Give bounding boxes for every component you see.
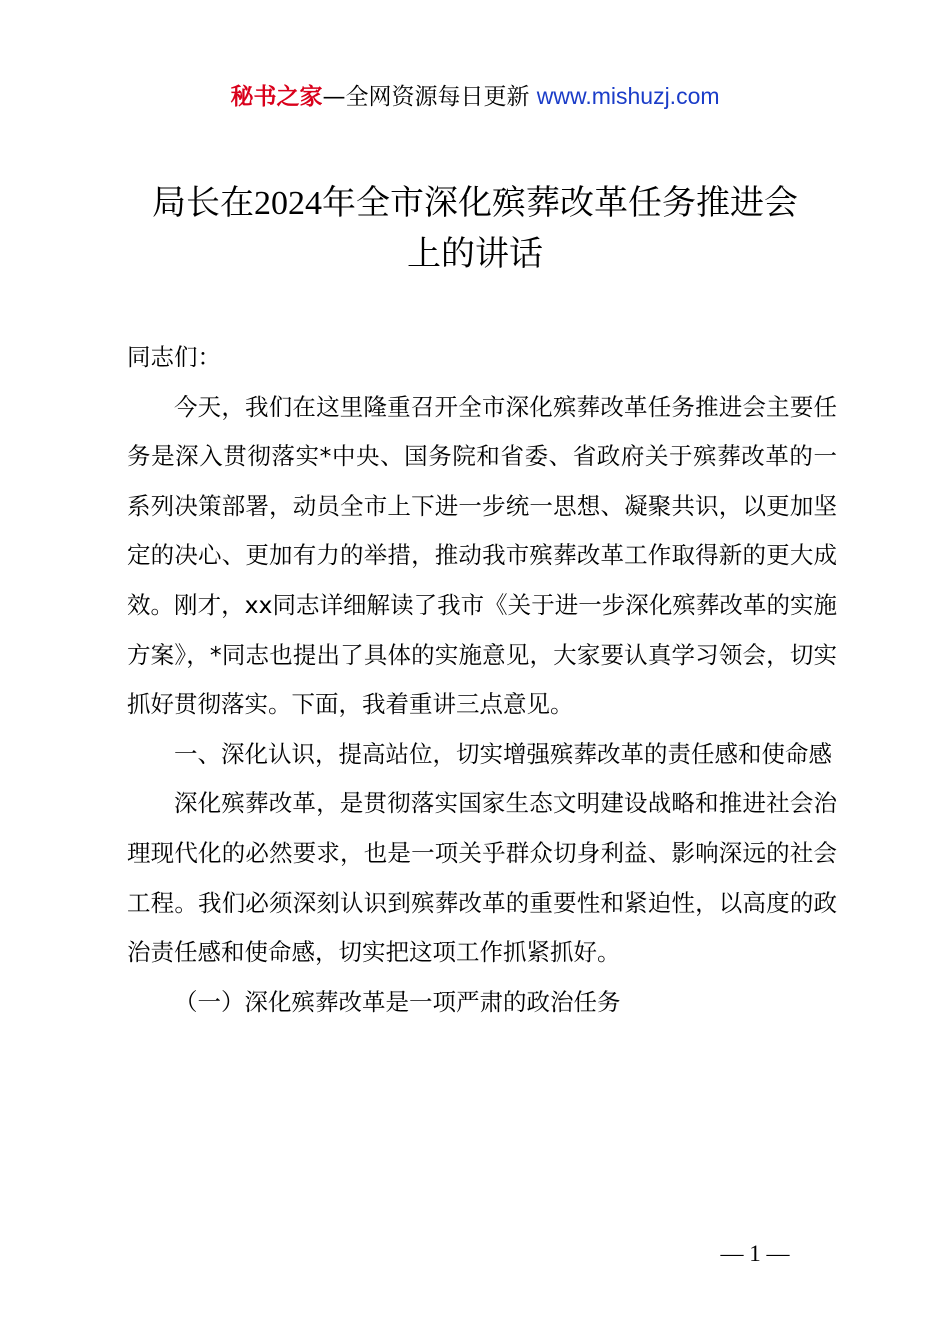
paragraph-intro: 今天，我们在这里隆重召开全市深化殡葬改革任务推进会主要任务是深入贯彻落实*中央、国务院和省委、省政府关于殡葬改革的一系列决策部署，动员全市上下进一步统一思想、凝聚共识，以更加坚定的决心、更加有力的举措，推动我市殡葬改革工作取得新的更大成效。刚才，xx同志详细解读了我市《关于进一步深化殡葬改革的实施方案》，*同志也提出了具体的实施意见，大家要认真学习领会，切实抓好贯彻落实。下面，我着重讲三点意见。 — [127, 392, 837, 719]
site-header — [0, 78, 950, 115]
section-heading-1: 一、深化认识，提高站位，切实增强殡葬改革的责任感和使命感 — [174, 739, 832, 768]
title-line-2: 上的讲话 — [407, 234, 543, 274]
subsection-heading-1: （一）深化殡葬改革是一项严肃的政治任务 — [174, 987, 621, 1016]
brand-name: 秘书之家 — [230, 84, 323, 110]
page-number: — 1 — — [720, 1241, 790, 1266]
header-tagline: —全网资源每日更新 — [322, 84, 530, 110]
paragraph-section-1: 深化殡葬改革，是贯彻落实国家生态文明建设战略和推进社会治理现代化的必然要求，也是一项关乎群众切身利益、影响深远的社会工程。我们必须深刻认识到殡葬改革的重要性和紧迫性，以高度的政治责任感和使命感，切实把这项工作抓紧抓好。 — [127, 789, 837, 967]
site-url-link[interactable]: www.mishuzj.com — [536, 83, 720, 109]
salutation: 同志们： — [127, 343, 221, 371]
document-title — [110, 178, 840, 279]
title-suffix: 年全市深化殡葬改革任务推进会 — [322, 183, 798, 223]
title-prefix: 局长在 — [152, 183, 254, 223]
title-line-1 — [110, 178, 840, 229]
title-year: 2024 — [254, 185, 322, 222]
document-body — [127, 333, 837, 1027]
